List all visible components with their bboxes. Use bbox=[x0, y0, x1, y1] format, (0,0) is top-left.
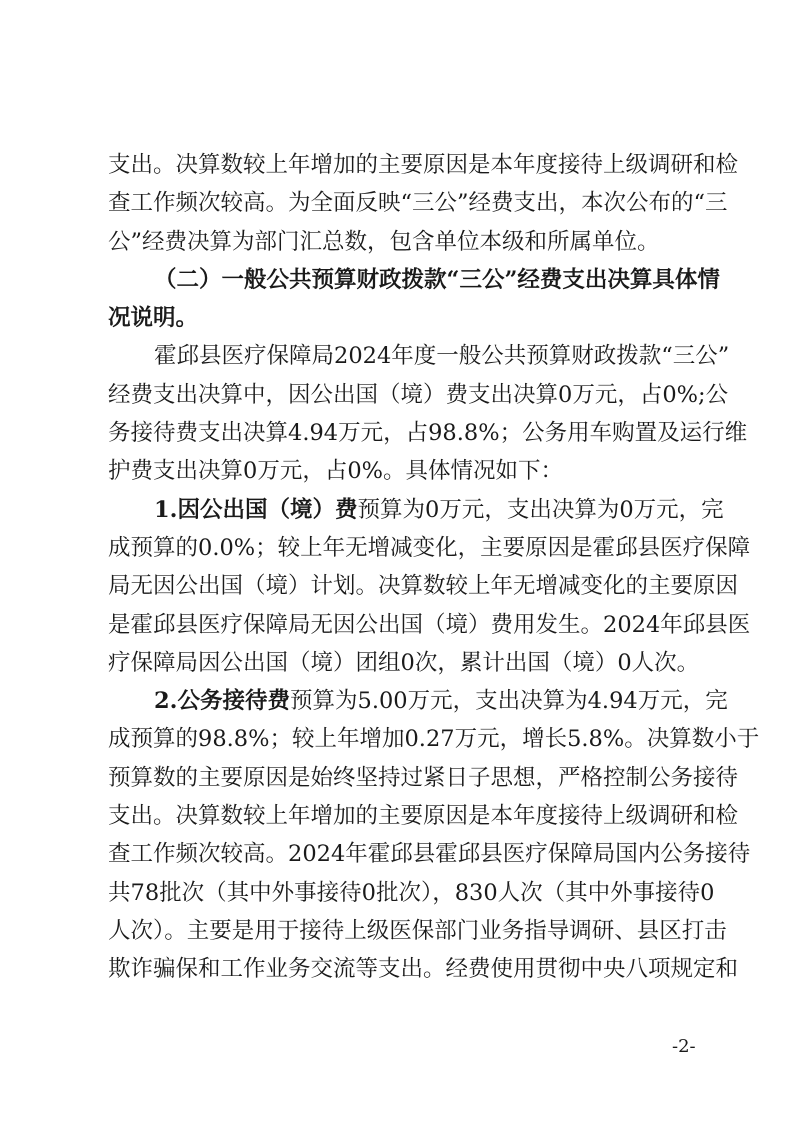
line-text: 护费支出决算0万元，占0%。具体情况如下： bbox=[108, 458, 564, 485]
line-text: 务接待费支出决算4.94万元，占98.8%；公务用车购置及运行维 bbox=[108, 420, 748, 447]
line-text: 公”经费决算为部门汇总数，包含单位本级和所属单位。 bbox=[108, 228, 660, 255]
text-line bbox=[108, 223, 708, 261]
text-line bbox=[108, 720, 760, 758]
line-text: 查工作频次较高。为全面反映“三公”经费支出，本次公布的“三 bbox=[108, 190, 728, 217]
text-line bbox=[108, 567, 739, 605]
text-line bbox=[108, 414, 748, 452]
line-text: 支出。决算数较上年增加的主要原因是本年度接待上级调研和检 bbox=[108, 803, 739, 830]
text-line bbox=[108, 376, 729, 414]
text-line bbox=[108, 797, 739, 835]
bold-heading: 况说明。 bbox=[108, 305, 199, 332]
line-text: 霍邱县医疗保障局2024年度一般公共预算财政拨款“三公” bbox=[154, 343, 730, 370]
text-line bbox=[108, 835, 751, 873]
line-text: 查工作频次较高。2024年霍邱县霍邱县医疗保障局国内公务接待 bbox=[108, 841, 751, 868]
text-line bbox=[108, 529, 751, 567]
document-body bbox=[108, 146, 760, 989]
text-line bbox=[108, 452, 708, 490]
text-line bbox=[108, 146, 739, 184]
bold-heading: 1.因公出国（境）费 bbox=[154, 496, 358, 523]
line-text: 疗保障局因公出国（境）团组0次，累计出国（境）0人次。 bbox=[108, 649, 700, 676]
line-text: 成预算的0.0%；较上年无增减变化，主要原因是霍邱县医疗保障 bbox=[108, 534, 751, 561]
line-text: 人次）。主要是用于接待上级医保部门业务指导调研、县区打击 bbox=[108, 917, 727, 944]
text-line bbox=[108, 299, 708, 337]
line-text: 预算数的主要原因是始终坚持过紧日子思想，严格控制公务接待 bbox=[108, 764, 739, 791]
line-text: 预算为5.00万元，支出决算为4.94万元，完 bbox=[290, 688, 728, 715]
text-line bbox=[108, 491, 724, 529]
text-line bbox=[108, 682, 728, 720]
text-line bbox=[108, 606, 751, 644]
line-text: 支出。决算数较上年增加的主要原因是本年度接待上级调研和检 bbox=[108, 152, 739, 178]
line-text: 欺诈骗保和工作业务交流等支出。经费使用贯彻中央八项规定和 bbox=[108, 956, 739, 983]
bold-heading: （二）一般公共预算财政拨款“三公”经费支出决算具体情 bbox=[154, 266, 720, 293]
bold-heading: 2.公务接待费 bbox=[154, 688, 290, 715]
text-line bbox=[108, 337, 730, 375]
line-text: 是霍邱县医疗保障局无因公出国（境）费用发生。2024年邱县医 bbox=[108, 611, 751, 638]
text-line bbox=[108, 261, 720, 299]
text-line bbox=[108, 950, 739, 988]
line-text: 成预算的98.8%；较上年增加0.27万元，增长5.8%。决算数小于 bbox=[108, 726, 760, 753]
line-text: 局无因公出国（境）计划。决算数较上年无增减变化的主要原因 bbox=[108, 573, 739, 600]
text-line bbox=[108, 874, 715, 912]
page-number: -2- bbox=[672, 1036, 696, 1057]
text-line bbox=[108, 759, 739, 797]
line-text: 预算为0万元，支出决算为0万元，完 bbox=[357, 496, 724, 523]
text-line bbox=[108, 184, 728, 222]
text-line bbox=[108, 912, 727, 950]
line-text: 共78批次（其中外事接待0批次），830人次（其中外事接待0 bbox=[108, 879, 715, 906]
text-line bbox=[108, 644, 708, 682]
line-text: 经费支出决算中，因公出国（境）费支出决算0万元，占0%;公 bbox=[108, 381, 729, 408]
